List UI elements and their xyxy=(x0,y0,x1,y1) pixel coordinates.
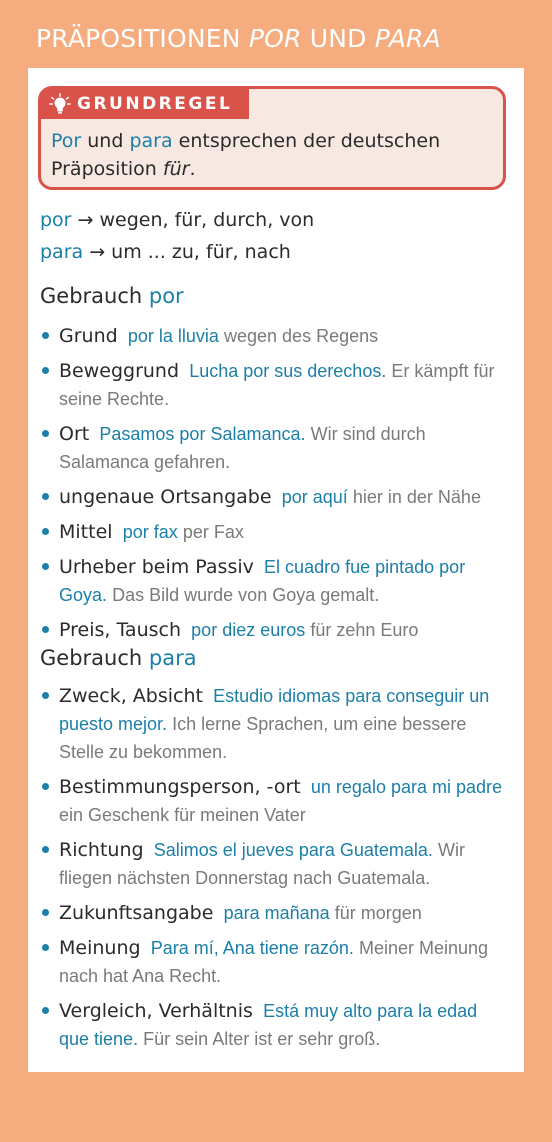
list-item: Preis, Tausch por diez euros für zehn Euro xyxy=(40,616,510,644)
bullet-dot xyxy=(42,563,49,570)
bullet-dot xyxy=(42,692,49,699)
bullet-dot xyxy=(42,846,49,853)
list-item: Richtung Salimos el jueves para Guatemala. Wir fliegen nächsten Donnerstag nach Guatemala. xyxy=(40,836,510,892)
lightbulb-icon xyxy=(49,93,71,115)
rule-label: GRUNDREGEL xyxy=(77,94,233,114)
list-item: ungenaue Ortsangabe por aquí hier in der Nähe xyxy=(40,483,510,511)
list-para xyxy=(40,682,510,1060)
page-title: PRÄPOSITIONEN POR UND PARA xyxy=(36,24,441,53)
bullet-dot xyxy=(42,909,49,916)
rule-text: Por und para entsprechen der deutschen Präposition für. xyxy=(51,130,441,180)
bullet-dot xyxy=(42,332,49,339)
bullet-dot xyxy=(42,528,49,535)
content-card xyxy=(28,68,524,1072)
heading-por: Gebrauch por xyxy=(40,284,184,308)
list-por xyxy=(40,322,510,651)
bullet-dot xyxy=(42,430,49,437)
bullet-dot xyxy=(42,783,49,790)
list-item: Bestimmungsperson, -ort un regalo para mi padre ein Geschenk für meinen Vater xyxy=(40,773,510,829)
list-item: Mittel por fax per Fax xyxy=(40,518,510,546)
list-item: Beweggrund Lucha por sus derechos. Er kämpft für seine Rechte. xyxy=(40,357,510,413)
bullet-dot xyxy=(42,1007,49,1014)
bullet-dot xyxy=(42,367,49,374)
list-item: Urheber beim Passiv El cuadro fue pintado por Goya. Das Bild wurde von Goya gemalt. xyxy=(40,553,510,609)
bullet-dot xyxy=(42,493,49,500)
arrow-row-por: por → wegen, für, durch, von xyxy=(40,209,315,231)
rule-tab xyxy=(41,89,249,119)
list-item: Zukunftsangabe para mañana für morgen xyxy=(40,899,510,927)
bullet-dot xyxy=(42,944,49,951)
heading-para: Gebrauch para xyxy=(40,646,197,670)
arrow-summary xyxy=(40,204,314,268)
list-item: Grund por la lluvia wegen des Regens xyxy=(40,322,510,350)
list-item: Meinung Para mí, Ana tiene razón. Meiner Meinung nach hat Ana Recht. xyxy=(40,934,510,990)
list-item: Vergleich, Verhältnis Está muy alto para la edad que tiene. Für sein Alter ist er sehr groß. xyxy=(40,997,510,1053)
bullet-dot xyxy=(42,626,49,633)
arrow-row-para: para → um ... zu, für, nach xyxy=(40,241,291,263)
list-item: Ort Pasamos por Salamanca. Wir sind durch Salamanca gefahren. xyxy=(40,420,510,476)
list-item: Zweck, Absicht Estudio idiomas para conseguir un puesto mejor. Ich lerne Sprachen, um eine bessere Stelle zu bekommen. xyxy=(40,682,510,766)
rule-box xyxy=(38,86,506,190)
